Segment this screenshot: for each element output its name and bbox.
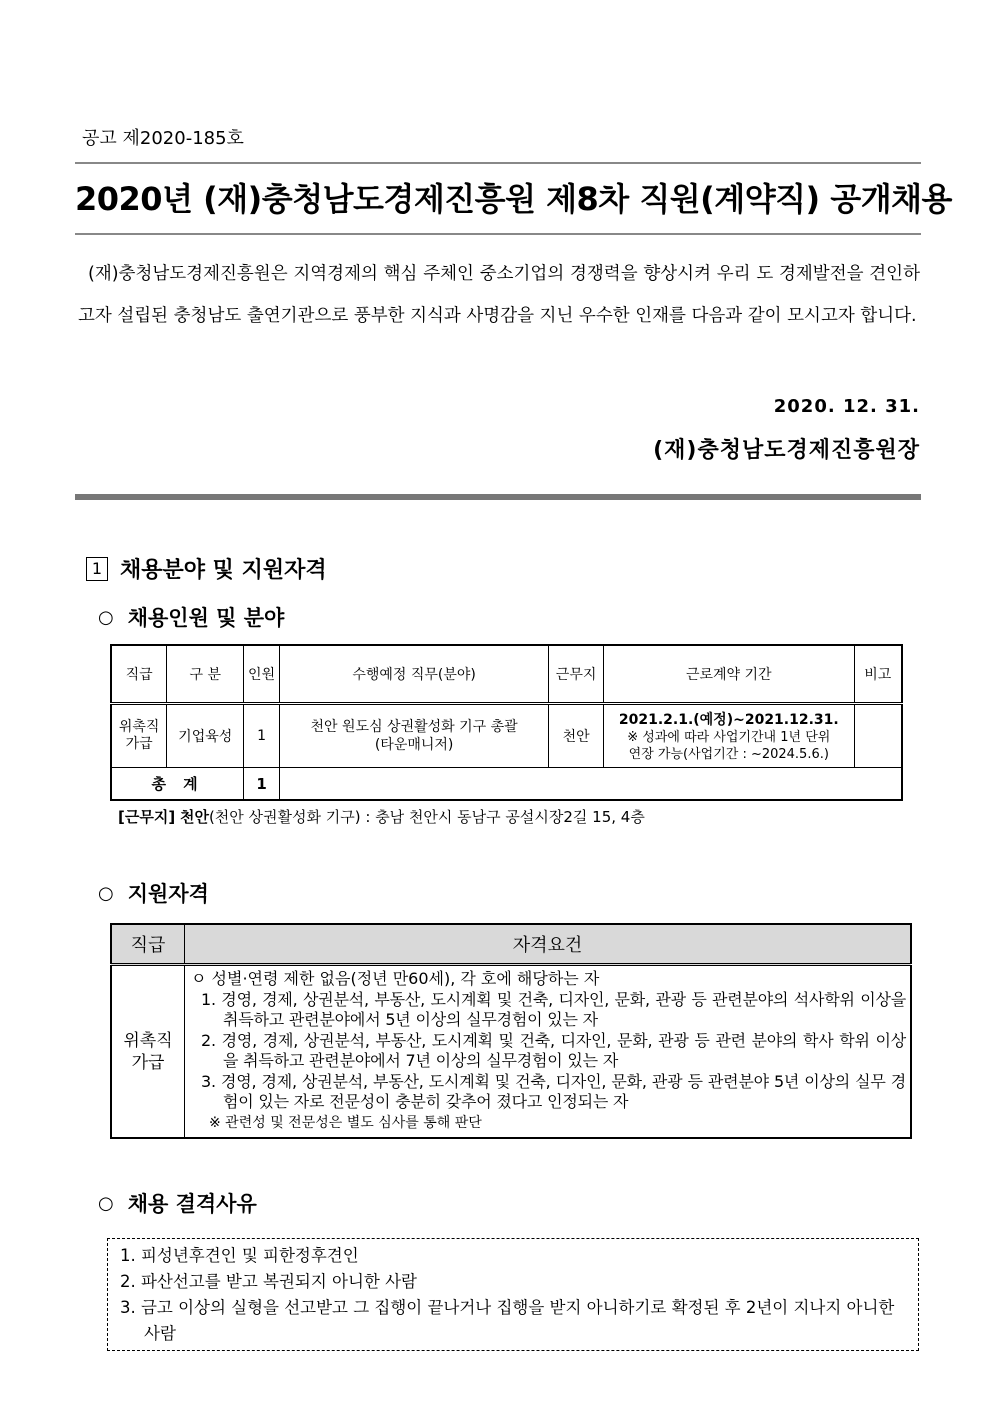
cell-duty: 천안 원도심 상권활성화 기구 총괄 (타운매니저): [280, 704, 549, 768]
notice-number: 공고 제2020-185호: [82, 128, 244, 149]
requirement-note: ※ 관련성 및 전문성은 별도 심사를 통해 판단: [209, 1114, 482, 1131]
list-item: 1. 피성년후견인 및 피한정후견인: [120, 1246, 359, 1265]
notice-date: 2020. 12. 31.: [773, 396, 920, 417]
section-number-box: 1: [86, 557, 108, 581]
list-item: 2. 파산선고를 받고 복권되지 아니한 사람: [120, 1272, 417, 1291]
col-header-headcount: 인원: [244, 645, 280, 704]
page-title: 2020년 (재)충청남도경제진흥원 제8차 직원(계약직) 공개채용: [75, 180, 952, 218]
col-header-grade: 직급: [111, 924, 185, 965]
workplace-city: 천안: [179, 808, 209, 826]
workplace-label: [근무지]: [118, 808, 176, 826]
total-row: [111, 768, 902, 801]
circle-bullet-icon: ○: [98, 606, 114, 628]
circle-bullet-icon: ○: [98, 882, 114, 904]
requirement-item-1: 1. 경영, 경제, 상권분석, 부동산, 도시계획 및 건축, 디자인, 문화, 관광 등 관련분야의 석사학위 이상을 취득하고 관련분야에서 5년 이상의 실무경험이 있는 자: [201, 989, 906, 1029]
period-note-2: 연장 가능(사업기간 : ~2024.5.6.): [628, 747, 829, 762]
title-bottom-divider: [75, 233, 921, 235]
intro-text: (재)충청남도경제진흥원은 지역경제의 핵심 주체인 중소기업의 경쟁력을 향상시켜 우리 도 경제발전을 견인하고자 설립된 충청남도 출연기관으로 풍부한 지식과 사명감을 지닌 우수한 인재를 다음과 같이 모시고자 합니다.: [78, 264, 920, 326]
col-header-grade: 직급: [111, 645, 167, 704]
period-note-1: ※ 성과에 따라 사업기간내 1년 단위: [627, 730, 831, 745]
total-label: 총 계: [111, 768, 244, 801]
circle-bullet-icon: ○: [98, 1192, 114, 1214]
total-empty-cell: [280, 768, 902, 801]
section-1-title: 채용분야 및 지원자격: [120, 558, 327, 583]
list-item: 3. 금고 이상의 실형을 선고받고 그 집행이 끝나거나 집행을 받지 아니하기로 확정된 후 2년이 지나지 아니한 사람: [120, 1298, 895, 1343]
section-1-heading: [86, 553, 327, 584]
col-header-requirements: 자격요건: [185, 924, 912, 965]
cell-grade: 위촉직 가급: [111, 965, 185, 1139]
col-header-remarks: 비고: [854, 645, 902, 704]
disqualification-box: [107, 1238, 919, 1351]
requirement-item-3: 3. 경영, 경제, 상권분석, 부동산, 도시계획 및 건축, 디자인, 문화, 관광 등 관련분야 5년 이상의 실무 경험이 있는 자로 전문성이 충분히 갖추어 졌다고 인정되는 자: [201, 1071, 906, 1111]
issuer-name: (재)충청남도경제진흥원장: [653, 438, 920, 463]
workplace-note: [118, 806, 645, 827]
cell-requirements: [185, 965, 912, 1139]
cell-period: [604, 704, 855, 768]
cell-location: 천안: [549, 704, 604, 768]
table-row: [111, 704, 902, 768]
col-header-category: 구 분: [167, 645, 244, 704]
subsection-disqualification-title: 채용 결격사유: [127, 1192, 257, 1216]
subsection-recruit-heading: [98, 602, 284, 632]
table-row: [111, 965, 911, 1139]
requirement-item-2: 2. 경영, 경제, 상권분석, 부동산, 도시계획 및 건축, 디자인, 문화, 관광 등 관련 분야의 학사 학위 이상을 취득하고 관련분야에서 7년 이상의 실무경험이 있는 자: [201, 1030, 906, 1070]
qualification-table: [110, 923, 912, 1139]
cell-remarks: [854, 704, 902, 768]
subsection-qualification-title: 지원자격: [127, 882, 209, 906]
cell-category: 기업육성: [167, 704, 244, 768]
table-header-row: [111, 924, 911, 965]
total-value: 1: [244, 768, 280, 801]
col-header-location: 근무지: [549, 645, 604, 704]
subsection-disqualification-heading: [98, 1188, 257, 1218]
col-header-duty: 수행예정 직무(분야): [280, 645, 549, 704]
cell-headcount: 1: [244, 704, 280, 768]
workplace-detail: (천안 상권활성화 기구) : 충남 천안시 동남구 공설시장2길 15, 4층: [208, 808, 645, 826]
recruitment-table: [110, 644, 903, 801]
section-divider: [75, 494, 921, 500]
table-header-row: [111, 645, 902, 704]
subsection-recruit-title: 채용인원 및 분야: [127, 606, 285, 630]
requirement-lead: ㅇ 성별·연령 제한 없음(정년 만60세), 각 호에 해당하는 자: [191, 969, 600, 988]
title-top-divider: [75, 162, 921, 164]
contract-period: 2021.2.1.(예정)~2021.12.31.: [618, 712, 839, 728]
intro-paragraph: [78, 253, 920, 337]
subsection-qualification-heading: [98, 878, 209, 908]
col-header-period: 근로계약 기간: [604, 645, 855, 704]
cell-grade: 위촉직 가급: [111, 704, 167, 768]
